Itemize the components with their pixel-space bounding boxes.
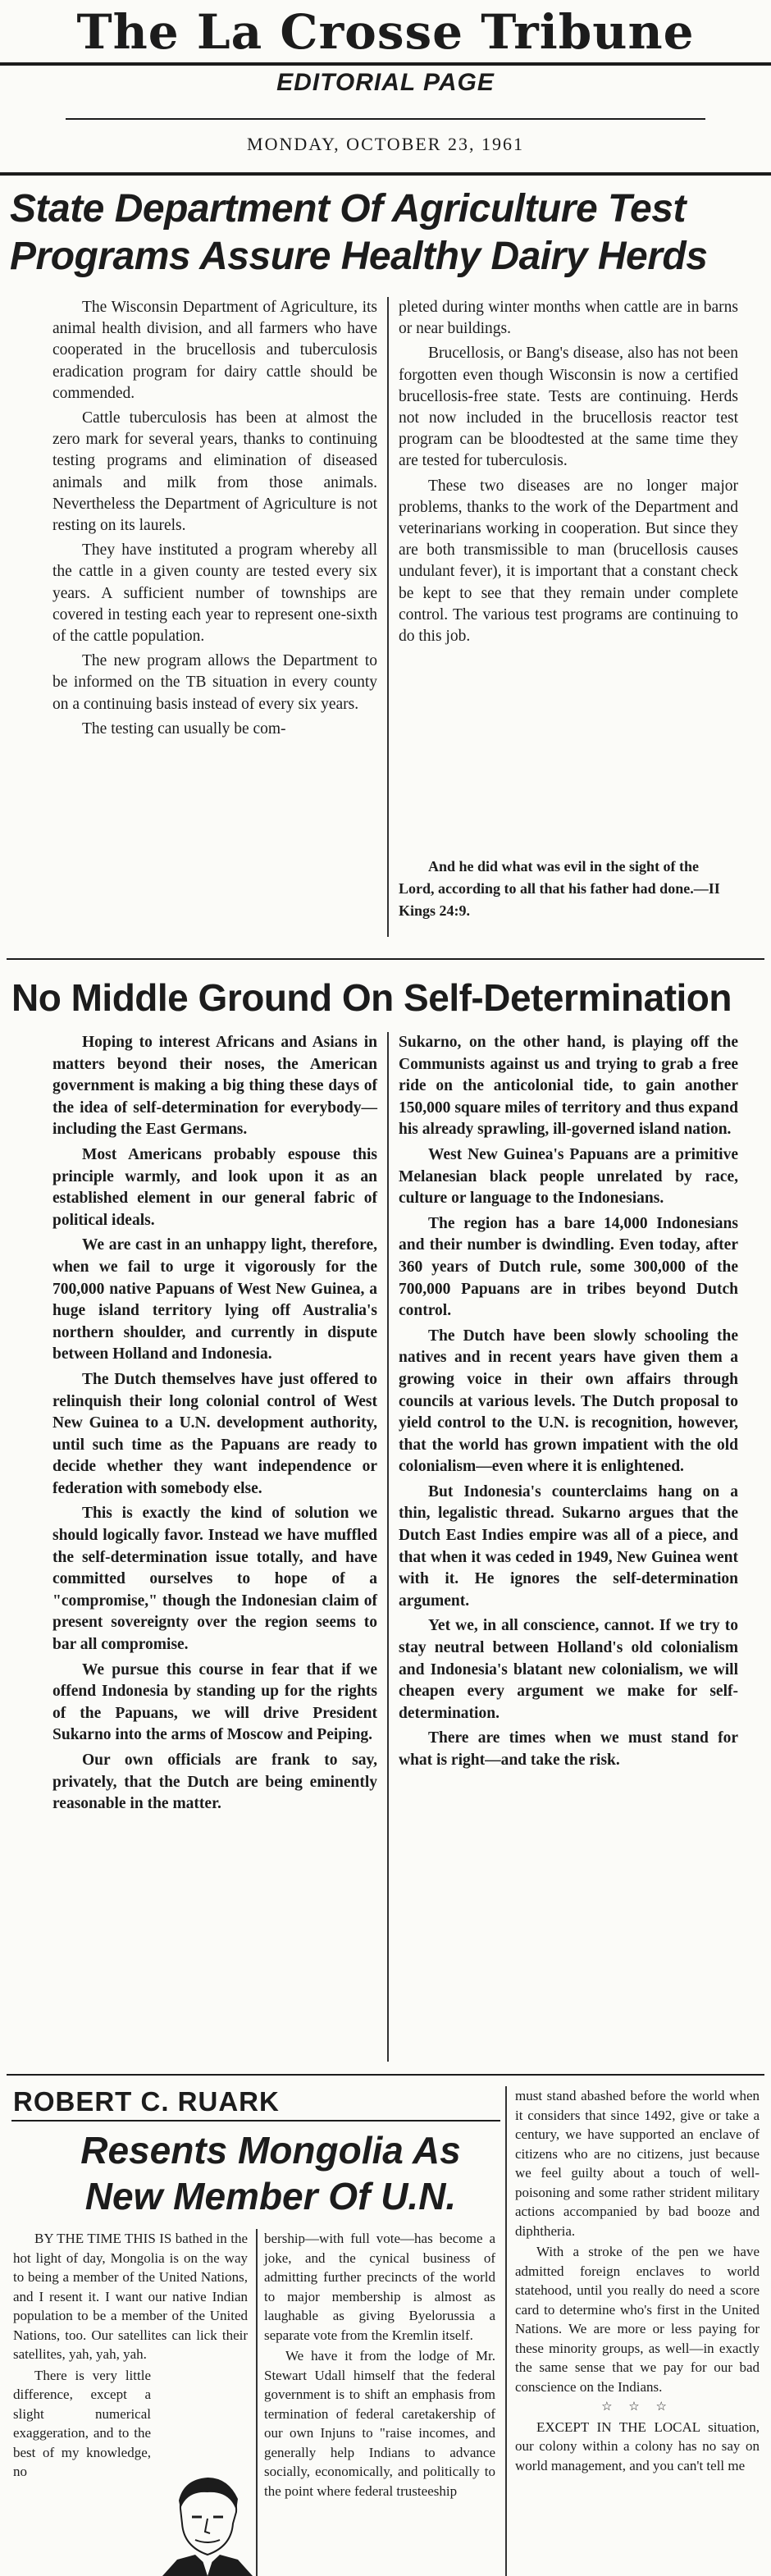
article1-paragraph: The Wisconsin Department of Agriculture, its animal health division, and all farmers who have cooperated in the brucellosis and tuberculosis eradication program for dairy cattle should be commended.	[52, 299, 377, 402]
article3-paragraph: must stand abashed before the world when it considers that since 1492, give or take a century, we have supported an enclave of citizens who are no citizens, just because we feel guilty about a touch of well-poisoning and some rather strident military actions accompanied by bad booze and diphtheria.	[515, 2088, 760, 2239]
article2-paragraph: But Indonesia's counterclaims hang on a thin, legalistic thread. Sukarno argues that the Dutch East Indies empire was all of a piece, and that when it was ceded in 1949, New Guinea went with it. He ignores the self-determination argument.	[399, 1482, 738, 1610]
article3-headline-line1: Resents Mongolia As	[80, 2129, 461, 2172]
article2-paragraph: Our own officials are frank to say, privately, that the Dutch are being eminently reasonable in the matter.	[52, 1752, 377, 1813]
article2-paragraph: The Dutch themselves have just offered to relinquish their long colonial control of West New Guinea to a U.N. development authority, until such time as the Papuans are ready to decide whether they want independence or federation with somebody else.	[52, 1370, 377, 1497]
article3-column-2	[264, 2229, 495, 2502]
column-divider	[256, 2229, 258, 2576]
article3-paragraph: With a stroke of the pen we have admitted foreign enclaves to world statehood, until you really do need a score card to determine who's first in the United Nations. We are more or less paying for these minority groups, as well—in exactly the same sense that we pay for our bad conscience on the Indians.	[515, 2244, 760, 2395]
article2-paragraph: This is exactly the kind of solution we should logically favor. Instead we have muffled the self-determination issue totally, and have committed ourselves to hope of a "compromise," though the Indonesian claim of present sovereignty over the region seems to bar all compromise.	[52, 1505, 377, 1654]
article1-paragraph: They have instituted a program whereby all the cattle in a given county are tested every six years. A sufficient number of townships are covered in testing each year to represent one-sixth of the cattle population.	[52, 541, 377, 646]
article3-headline-line2: New Member Of U.N.	[84, 2175, 457, 2217]
article2-paragraph: We are cast in an unhappy light, therefore, when we fail to urge it vigorously for the 700,000 native Papuans of West New Guinea, a huge island territory lying off Australia's northern shoulder, and currently in dispute between Holland and Indonesia.	[52, 1236, 377, 1363]
article1-paragraph: The new program allows the Department to be informed on the TB situation in every county on a continuing basis instead of every six years.	[52, 652, 377, 713]
nameplate: The La Crosse Tribune	[76, 4, 695, 60]
article1-headline-line2: Programs Assure Healthy Dairy Herds	[10, 235, 708, 278]
section-name: EDITORIAL PAGE	[276, 69, 495, 96]
masthead-rule-top	[0, 62, 771, 66]
article1-headline	[10, 185, 761, 281]
article1-paragraph: The testing can usually be com-	[82, 719, 286, 738]
article2-headline: No Middle Ground On Self-Determination	[11, 976, 732, 1019]
scripture-quote-text: And he did what was evil in the sight of the Lord, according to all that his father had done.—II Kings 24:9.	[399, 858, 720, 919]
article3-paragraph: BY THE TIME THIS IS bathed in the hot light of day, Mongolia is on the way to being a member of the United Nations, and I resent it. I want our native Indian population to be a member of the United Nations, too. Our satellites can lick their satellites, yah, yah, yah.	[13, 2231, 248, 2362]
column-divider	[387, 297, 389, 937]
article1-column-2	[399, 297, 738, 651]
section-break-stars: ☆ ☆ ☆	[601, 2400, 673, 2414]
columnist-portrait	[162, 2476, 253, 2576]
column-divider	[505, 2086, 507, 2576]
article1-headline-line1: State Department Of Agriculture Test	[10, 187, 686, 231]
masthead-rule-bottom	[0, 172, 771, 176]
dateline-wrap	[0, 134, 771, 155]
article3-paragraph: There is very little difference, except a slight numerical exaggeration, and to the best of my knowledge, no	[13, 2367, 151, 2479]
article2-paragraph: We pursue this course in fear that if we offend Indonesia by standing up for the rights of the Papuans, we will drive President Sukarno into the arms of Moscow and Peiping.	[52, 1660, 377, 1744]
article2-column-1	[52, 1032, 377, 1819]
article1-column-1	[52, 297, 377, 743]
article1-paragraph: These two diseases are no longer major problems, thanks to the work of the Department and veterinarians working in cooperation. But since they are both transmissible to man (brucellosis causes undulant fever), it is important that a constant check be kept to see that they remain under complete control. The various test programs are continuing to do this job.	[399, 477, 738, 646]
columnist-byline: ROBERT C. RUARK	[13, 2086, 280, 2117]
masthead-rule-mid	[66, 118, 705, 120]
article1-paragraph: pleted during winter months when cattle are in barns or near buildings.	[399, 299, 738, 338]
article2-paragraph: Hoping to interest Africans and Asians in matters beyond their noses, the American government is making a big thing these days of the idea of self-determination for everybody—including the East Germans.	[52, 1034, 377, 1139]
article-separator	[7, 958, 764, 960]
article1-paragraph: Brucellosis, or Bang's disease, also has not been forgotten even though Wisconsin is now a certified brucellosis-free state. Tests are continuing. Herds not now included in the brucellosis reactor test program can be bloodtested at the same time they are tested for tuberculosis.	[399, 345, 738, 470]
section-name-wrap	[0, 67, 771, 98]
article2-paragraph: West New Guinea's Papuans are a primitive Melanesian black people unrelated by race, culture or language to the Indonesians.	[399, 1145, 738, 1208]
article3-column-3	[515, 2086, 760, 2477]
byline-rule	[11, 2120, 500, 2122]
article2-paragraph: Yet we, in all conscience, cannot. If we try to stay neutral between Holland's old colonialism and Indonesia's blatant new colonialism, we will cheapen every argument we make for self-determination.	[399, 1617, 738, 1722]
masthead	[0, 0, 771, 59]
article3-paragraph: We have it from the lodge of Mr. Stewart Udall himself that the federal government is to shift an emphasis from termination of federal caretakership of our own Injuns to "raise incomes, and generally help Indians to advance socially, economically, and politically to the point where federal trusteeship	[264, 2348, 495, 2499]
column-divider	[387, 1032, 389, 2062]
article3-paragraph: EXCEPT IN THE LOCAL situation, our colony within a colony has no say on world management, and you can't tell me	[515, 2418, 760, 2473]
article1-paragraph: Cattle tuberculosis has been at almost the zero mark for several years, thanks to continuing testing programs and elimination of diseased animals and milk from those animals. Nevertheless the Department of Agriculture is not resting on its laurels.	[52, 409, 377, 535]
scripture-quote	[399, 856, 738, 922]
article2-column-2	[399, 1032, 738, 1775]
article2-paragraph: Sukarno, on the other hand, is playing off the Communists against us and trying to grab a free ride on the anticolonial tide, to gain another 150,000 square miles of territory and thus expand his already sprawling, ill-governed island nation.	[399, 1034, 738, 1139]
article3-headline	[57, 2127, 484, 2219]
article2-paragraph: The Dutch have been slowly schooling the natives and in recent years have given them a growing voice in their own affairs through councils at various levels. The Dutch proposal to yield control to the U.N. is recognition, however, that the world has grown impatient with the old colonialism—even where it is enlightened.	[399, 1327, 738, 1476]
article3-paragraph: bership—with full vote—has become a joke, and the cynical business of admitting further precincts of the world to major membership is almost as laughable as giving Byelorussia a separate vote from the Kremlin itself.	[264, 2231, 495, 2343]
article2-paragraph: There are times when we must stand for what is right—and take the risk.	[399, 1729, 738, 1769]
article-separator	[7, 2074, 764, 2076]
article2-paragraph: The region has a bare 14,000 Indonesians and their number is dwindling. Even today, after 360 years of Dutch rule, some 300,000 of the 700,000 Papuans are in tribes beyond Dutch control.	[399, 1214, 738, 1320]
dateline: MONDAY, OCTOBER 23, 1961	[247, 134, 524, 154]
article2-paragraph: Most Americans probably espouse this principle warmly, and look upon it as an established element in our general fabric of political ideals.	[52, 1145, 377, 1229]
article3-column-1	[13, 2229, 248, 2483]
